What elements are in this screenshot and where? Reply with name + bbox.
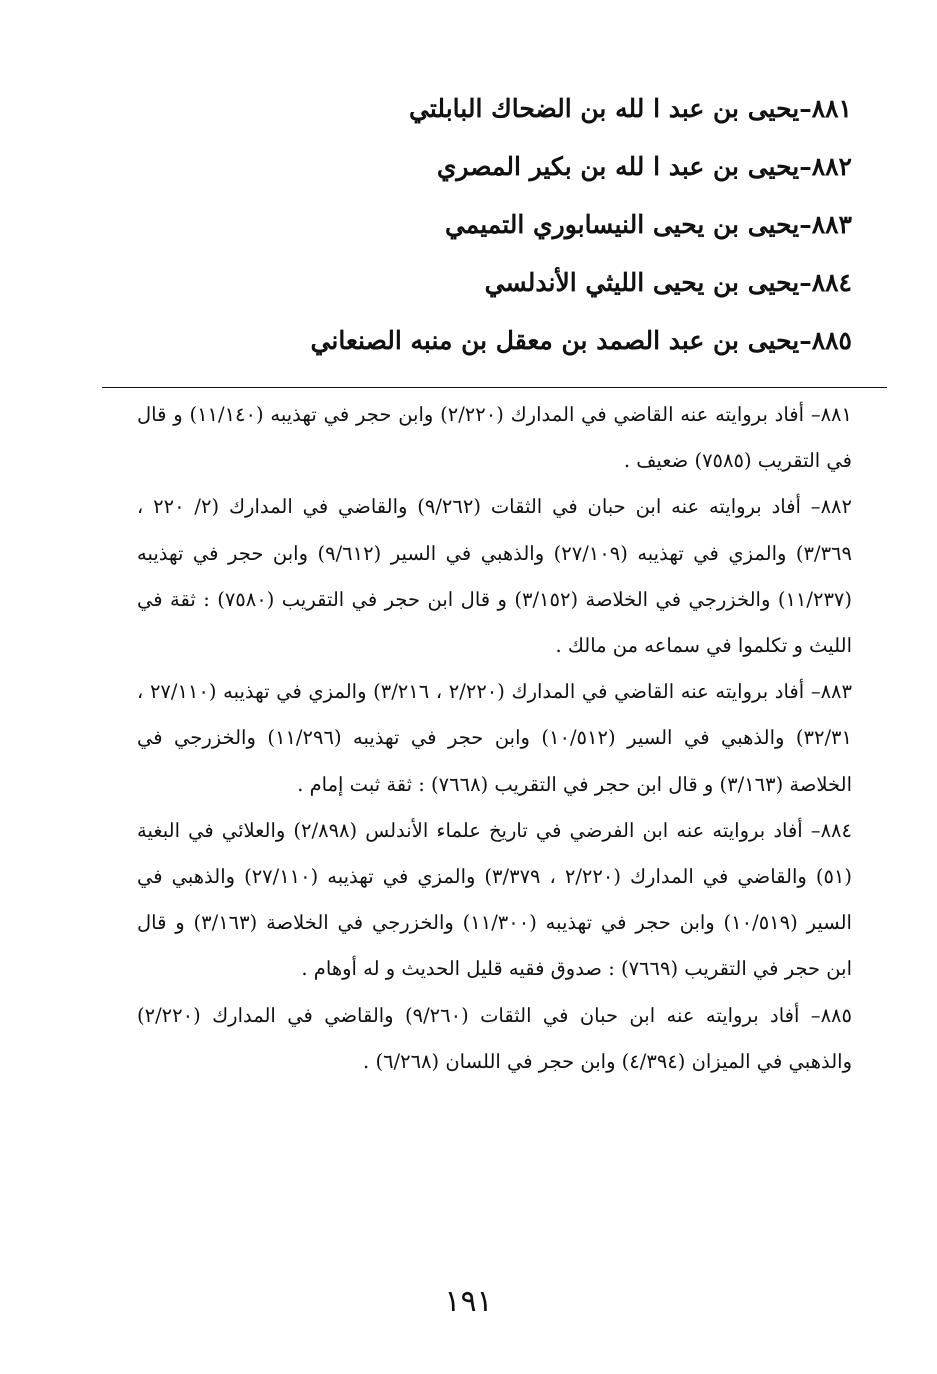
footnote-884: ٨٨٤– أفاد بروايته عنه ابن الفرضي في تاريخ علماء الأندلس (٢/٨٩٨) والعلائي في البغية (٥١) والقاضي في المدارك (٢/٢٢٠ ، ٣/٣٧٩) والمزي في تهذيبه (٢٧/١١٠) والذهبي في السير (١٠/٥١٩) وابن حجر في تهذيبه (١١/٣٠٠) والخزرجي في الخلاصة (٣/١٦٣) و قال ابن حجر في التقريب (٧٦٦٩) : صدوق فقيه قليل الحديث و له أوهام . (137, 818, 852, 981)
footnote-883: ٨٨٣– أفاد بروايته عنه القاضي في المدارك (٢/٢٢٠ ، ٣/٢١٦) والمزي في تهذيبه (٢٧/١١٠ ، ٣٢/٣١) والذهبي في السير (١٠/٥١٢) وابن حجر في تهذيبه (١١/٢٩٦) والخزرجي في الخلاصة (٣/١٦٣) و قال ابن حجر في التقريب (٧٦٦٨) : ثقة ثبت إمام . (137, 680, 852, 796)
footnote-885: ٨٨٥– أفاد بروايته عنه ابن حبان في الثقات (٩/٢٦٠) والقاضي في المدارك (٢/٢٢٠) والذهبي في الميزان (٤/٣٩٤) وابن حجر في اللسان (٦/٢٦٨) . (137, 1003, 852, 1073)
entry-heading-881: ٨٨١–يحيى بن عبد ا لله بن الضحاك البابلتي (409, 94, 852, 123)
footnote-881: ٨٨١– أفاد بروايته عنه القاضي في المدارك (٢/٢٢٠) وابن حجر في تهذيبه (١١/١٤٠) و قال في التقريب (٧٥٨٥) ضعيف . (137, 403, 852, 473)
footnote-divider (102, 387, 887, 388)
page-number: ١٩١ (444, 1284, 493, 1319)
entry-heading-885: ٨٨٥–يحيى بن عبد الصمد بن معقل بن منبه الصنعاني (310, 326, 852, 355)
entry-headings (292, 80, 852, 370)
entry-heading-884: ٨٨٤–يحيى بن يحيى الليثي الأندلسي (484, 268, 852, 297)
entry-heading-883: ٨٨٣–يحيى بن يحيى النيسابوري التميمي (444, 210, 852, 239)
footnote-882: ٨٨٢– أفاد بروايته عنه ابن حبان في الثقات (٩/٢٦٢) والقاضي في المدارك (٢/ ٢٢٠ ، ٣/٣٦٩) والمزي في تهذيبه (٢٧/١٠٩) والذهبي في السير (٩/٦١٢) وابن حجر في تهذيبه (١١/٢٣٧) والخزرجي في الخلاصة (٣/١٥٢) و قال ابن حجر في التقريب (٧٥٨٠) : ثقة في الليث و تكلموا في سماعه من مالك . (137, 495, 853, 658)
footnotes (137, 392, 852, 1085)
entry-heading-882: ٨٨٢–يحيى بن عبد ا لله بن بكير المصري (436, 152, 852, 181)
